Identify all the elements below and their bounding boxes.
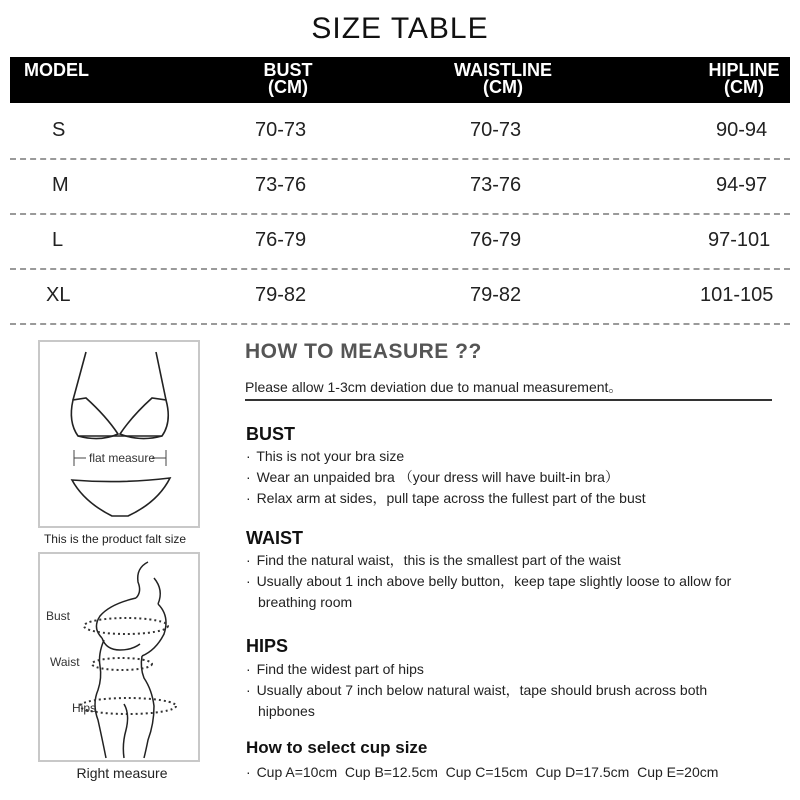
bullet-icon: · bbox=[246, 552, 251, 568]
cell-bust: 76-79 bbox=[255, 229, 307, 251]
cell-hip: 101-105 bbox=[700, 284, 774, 306]
cell-model: L bbox=[52, 229, 64, 251]
body-figure-illustration bbox=[40, 554, 198, 760]
bullet-icon: · bbox=[246, 469, 251, 485]
header-bust-unit: (CM) bbox=[268, 77, 308, 97]
bust-bullet-text: Relax arm at sides，pull tape across the fullest part of the bust bbox=[256, 490, 646, 506]
cell-model: M bbox=[52, 174, 69, 196]
bust-bullet bbox=[246, 467, 786, 488]
cell-waist: 79-82 bbox=[470, 284, 522, 306]
deviation-note: Please allow 1-3cm deviation due to manual measurement。 bbox=[245, 379, 623, 395]
cell-waist: 73-76 bbox=[470, 174, 522, 196]
hips-bullet-text: Usually about 7 inch below natural waist，tape should brush across both bbox=[256, 682, 708, 698]
bullet-icon: · bbox=[246, 661, 251, 677]
table-row bbox=[10, 103, 790, 160]
product-caption: This is the product falt size bbox=[43, 532, 187, 546]
waist-bullet-text: Find the natural waist，this is the smallest part of the waist bbox=[256, 552, 621, 568]
how-to-measure-title: HOW TO MEASURE ?? bbox=[245, 340, 482, 363]
bust-bullet bbox=[246, 446, 786, 467]
cell-hip: 97-101 bbox=[708, 229, 771, 251]
product-flat-panel bbox=[38, 340, 200, 528]
cell-waist: 70-73 bbox=[470, 119, 522, 141]
header-bust-label: BUST bbox=[263, 60, 313, 80]
bullet-icon: · bbox=[246, 764, 251, 780]
cell-bust: 70-73 bbox=[255, 119, 307, 141]
waist-section-title: WAIST bbox=[246, 528, 303, 548]
size-table-header bbox=[10, 57, 790, 103]
waist-bullet bbox=[246, 550, 786, 571]
bust-bullet-text: This is not your bra size bbox=[256, 448, 405, 464]
waist-continuation: breathing room bbox=[258, 594, 353, 610]
header-waist bbox=[444, 62, 562, 96]
page-title: SIZE TABLE bbox=[311, 12, 489, 45]
cell-waist: 76-79 bbox=[470, 229, 522, 251]
cell-model: XL bbox=[46, 284, 71, 306]
waist-label: Waist bbox=[50, 655, 80, 669]
header-hip-unit: (CM) bbox=[724, 77, 764, 97]
hips-bullet-text: Find the widest part of hips bbox=[256, 661, 424, 677]
hips-continuation: hipbones bbox=[258, 703, 315, 719]
bullet-icon: · bbox=[246, 682, 251, 698]
bullet-icon: · bbox=[246, 573, 251, 589]
cell-bust: 79-82 bbox=[255, 284, 307, 306]
hips-bullet bbox=[246, 659, 786, 680]
cup-sizes-line bbox=[246, 762, 786, 783]
cup-sizes-text: Cup A=10cm Cup B=12.5cm Cup C=15cm Cup D=17.5cm Cup E=20cm bbox=[256, 764, 719, 780]
bikini-product-illustration bbox=[40, 342, 198, 526]
bust-bullet bbox=[246, 488, 786, 509]
header-hip bbox=[700, 62, 788, 96]
body-measure-panel bbox=[38, 552, 200, 762]
cell-model: S bbox=[52, 119, 66, 141]
cell-hip: 94-97 bbox=[716, 174, 768, 196]
table-row bbox=[10, 213, 790, 270]
waist-bullet-text: Usually about 1 inch above belly button，keep tape slightly loose to allow for bbox=[256, 573, 732, 589]
body-caption: Right measure bbox=[76, 765, 168, 781]
bust-section-title: BUST bbox=[246, 424, 295, 444]
hips-label: Hips bbox=[72, 701, 97, 715]
divider bbox=[245, 399, 772, 401]
hips-bullet bbox=[246, 680, 786, 701]
bullet-icon: · bbox=[246, 490, 251, 506]
header-hip-label: HIPLINE bbox=[708, 60, 780, 80]
bust-label: Bust bbox=[46, 609, 71, 623]
cell-bust: 73-76 bbox=[255, 174, 307, 196]
bullet-icon: · bbox=[246, 448, 251, 464]
bust-bullet-text: Wear an unpaided bra （your dress will have built-in bra） bbox=[256, 469, 619, 485]
table-row bbox=[10, 158, 790, 215]
header-bust bbox=[258, 62, 318, 96]
flat-measure-label: flat measure bbox=[89, 451, 156, 465]
cell-hip: 90-94 bbox=[716, 119, 768, 141]
waist-bullet bbox=[246, 571, 786, 592]
hips-section-title: HIPS bbox=[246, 636, 289, 656]
table-row bbox=[10, 268, 790, 325]
cup-section-title: How to select cup size bbox=[246, 738, 428, 757]
header-waist-unit: (CM) bbox=[483, 77, 523, 97]
header-model: MODEL bbox=[24, 60, 89, 80]
header-waist-label: WAISTLINE bbox=[454, 60, 552, 80]
